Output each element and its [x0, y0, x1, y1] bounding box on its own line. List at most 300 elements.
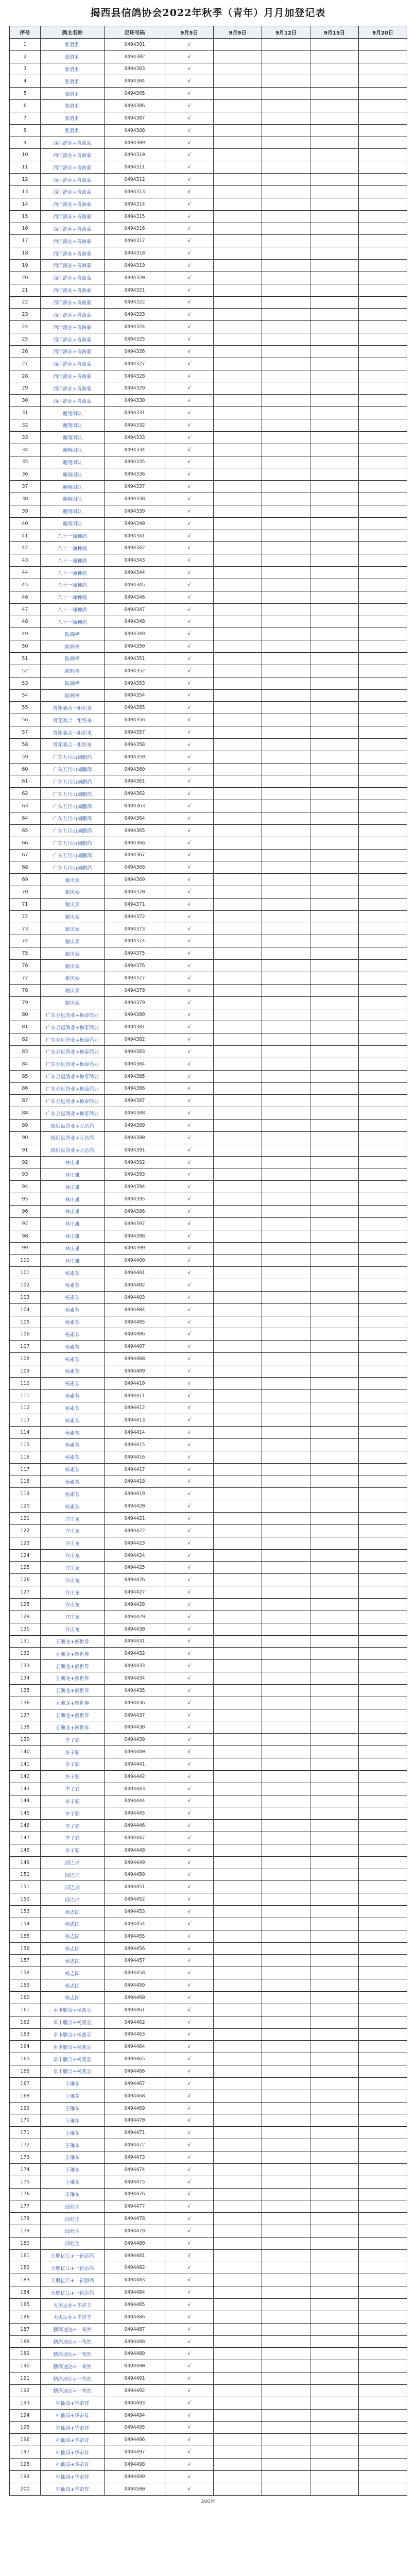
- owner-name: 五洲龙+新世界: [41, 1697, 105, 1709]
- owner-name: 五洲龙+新世界: [41, 1721, 105, 1734]
- ring-number: 0494383: [105, 1046, 165, 1058]
- date-check-0920: [359, 1488, 407, 1500]
- date-check-0909: [214, 1131, 262, 1144]
- table-row: [10, 1095, 407, 1107]
- ring-number: 0494397: [105, 1217, 165, 1230]
- table-row: [10, 2335, 407, 2348]
- table-row: [10, 2004, 407, 2016]
- owner-name: 翱翔团队: [41, 444, 105, 456]
- owner-name: 西河鸽业+青海蒙: [41, 309, 105, 321]
- date-check-0905: √: [165, 812, 214, 825]
- date-check-0920: [359, 714, 407, 726]
- row-number: 129: [10, 1611, 41, 1623]
- date-check-0905: √: [165, 149, 214, 161]
- date-check-0915: [310, 174, 359, 186]
- table-row: [10, 419, 407, 432]
- date-check-0909: [214, 358, 262, 370]
- date-check-0909: [214, 2065, 262, 2078]
- row-number: 84: [10, 1058, 41, 1070]
- date-check-0909: [214, 2077, 262, 2090]
- row-number: 140: [10, 1746, 41, 1758]
- date-check-0920: [359, 1046, 407, 1058]
- date-check-0909: [214, 763, 262, 775]
- date-check-0912: [262, 1893, 310, 1906]
- date-check-0905: √: [165, 996, 214, 1009]
- date-check-0905: √: [165, 2262, 214, 2274]
- date-check-0905: √: [165, 210, 214, 223]
- date-check-0912: [262, 1095, 310, 1107]
- owner-name: 西河鸽业+青海蒙: [41, 174, 105, 186]
- date-check-0905: √: [165, 2176, 214, 2188]
- owner-name: 许庄龙: [41, 1537, 105, 1549]
- date-check-0909: [214, 88, 262, 100]
- ring-number: 0494348: [105, 616, 165, 628]
- date-check-0909: [214, 996, 262, 1009]
- date-check-0905: √: [165, 640, 214, 653]
- date-check-0905: √: [165, 1488, 214, 1500]
- date-check-0912: [262, 1439, 310, 1451]
- row-number: 182: [10, 2262, 41, 2274]
- ring-number: 0494320: [105, 272, 165, 284]
- table-row: [10, 1721, 407, 1734]
- date-check-0909: [214, 2213, 262, 2225]
- date-check-0909: [214, 935, 262, 947]
- date-check-0920: [359, 1721, 407, 1734]
- ring-number: 0494303: [105, 63, 165, 75]
- date-check-0912: [262, 2385, 310, 2397]
- row-number: 101: [10, 1267, 41, 1279]
- date-check-0920: [359, 1107, 407, 1120]
- date-check-0920: [359, 1918, 407, 1930]
- date-check-0905: √: [165, 1513, 214, 1525]
- table-row: [10, 812, 407, 825]
- row-number: 74: [10, 935, 41, 947]
- ring-number: 0494310: [105, 149, 165, 161]
- ring-number: 0494386: [105, 1082, 165, 1095]
- date-check-0912: [262, 2421, 310, 2434]
- date-check-0920: [359, 898, 407, 910]
- ring-number: 0494438: [105, 1721, 165, 1734]
- date-check-0905: √: [165, 824, 214, 837]
- date-check-0905: √: [165, 2065, 214, 2078]
- date-check-0909: [214, 2323, 262, 2335]
- date-check-0909: [214, 1328, 262, 1341]
- owner-name: 张胜利: [41, 50, 105, 63]
- date-check-0920: [359, 1537, 407, 1549]
- date-check-0912: [262, 837, 310, 849]
- table-row: [10, 984, 407, 996]
- date-check-0915: [310, 1107, 359, 1120]
- row-number: 115: [10, 1439, 41, 1451]
- table-row: [10, 75, 407, 88]
- ring-number: 0494341: [105, 530, 165, 542]
- ring-number: 0494440: [105, 1746, 165, 1758]
- table-row: [10, 2483, 407, 2495]
- ring-number: 0494470: [105, 2114, 165, 2127]
- date-check-0912: [262, 702, 310, 714]
- date-check-0920: [359, 1377, 407, 1389]
- owner-name: 广东五月山饲鹏鸽: [41, 849, 105, 861]
- date-check-0905: √: [165, 1021, 214, 1033]
- date-check-0920: [359, 2286, 407, 2299]
- owner-name: 西河鸽业+青海蒙: [41, 198, 105, 210]
- date-check-0905: √: [165, 886, 214, 899]
- date-check-0912: [262, 1242, 310, 1255]
- table-row: [10, 2016, 407, 2028]
- row-number: 78: [10, 984, 41, 996]
- table-row: [10, 923, 407, 935]
- table-row: [10, 1046, 407, 1058]
- date-check-0920: [359, 935, 407, 947]
- date-check-0915: [310, 1697, 359, 1709]
- date-check-0920: [359, 923, 407, 935]
- date-check-0905: √: [165, 1033, 214, 1046]
- ring-number: 0494447: [105, 1832, 165, 1844]
- date-check-0905: √: [165, 1684, 214, 1697]
- date-check-0915: [310, 1537, 359, 1549]
- date-check-0909: [214, 2200, 262, 2213]
- date-check-0915: [310, 628, 359, 640]
- date-check-0909: [214, 2004, 262, 2016]
- date-check-0912: [262, 444, 310, 456]
- date-check-0909: [214, 1893, 262, 1906]
- owner-name: 神仙园+华帝祥: [41, 2409, 105, 2421]
- owner-name: 西河鸽业+青海蒙: [41, 321, 105, 333]
- table-row: [10, 517, 407, 530]
- date-check-0905: √: [165, 1672, 214, 1685]
- row-number: 85: [10, 1070, 41, 1082]
- date-check-0905: √: [165, 407, 214, 419]
- owner-name: 八十一师种鸽: [41, 603, 105, 616]
- table-row: [10, 1193, 407, 1206]
- date-check-0912: [262, 2151, 310, 2163]
- date-check-0912: [262, 910, 310, 923]
- date-check-0909: [214, 296, 262, 309]
- owner-name: 谢庆泰: [41, 874, 105, 886]
- ring-number: 0494418: [105, 1476, 165, 1488]
- date-check-0920: [359, 247, 407, 260]
- owner-name: 西河鸽业+青海蒙: [41, 333, 105, 346]
- date-check-0915: [310, 1033, 359, 1046]
- date-check-0909: [214, 2397, 262, 2409]
- table-row: [10, 1439, 407, 1451]
- date-check-0915: [310, 358, 359, 370]
- owner-name: 神仙园+华帝祥: [41, 2459, 105, 2471]
- date-check-0905: √: [165, 2127, 214, 2139]
- date-check-0915: [310, 1402, 359, 1414]
- owner-name: 杨素芳: [41, 1377, 105, 1389]
- row-number: 145: [10, 1807, 41, 1820]
- table-row: [10, 456, 407, 468]
- date-check-0920: [359, 554, 407, 567]
- table-row: [10, 1758, 407, 1770]
- date-check-0920: [359, 2188, 407, 2200]
- date-check-0912: [262, 1955, 310, 1967]
- owner-name: 广东五月山饲鹏鸽: [41, 775, 105, 788]
- date-check-0912: [262, 1549, 310, 1562]
- owner-name: 谢庆泰: [41, 923, 105, 935]
- date-check-0920: [359, 112, 407, 124]
- ring-number: 0494493: [105, 2397, 165, 2409]
- row-number: 70: [10, 886, 41, 899]
- ring-number: 0494497: [105, 2446, 165, 2459]
- date-check-0915: [310, 2360, 359, 2372]
- table-row: [10, 1168, 407, 1181]
- date-check-0909: [214, 124, 262, 137]
- date-check-0905: √: [165, 1291, 214, 1303]
- owner-name: 广东金远鸽业+梅泰鸽业: [41, 1046, 105, 1058]
- table-row: [10, 321, 407, 333]
- date-check-0920: [359, 88, 407, 100]
- date-check-0915: [310, 542, 359, 554]
- date-check-0920: [359, 2028, 407, 2041]
- table-row: [10, 1635, 407, 1648]
- date-check-0905: √: [165, 1893, 214, 1906]
- row-number: 192: [10, 2385, 41, 2397]
- table-row: [10, 1697, 407, 1709]
- row-number: 138: [10, 1721, 41, 1734]
- date-check-0915: [310, 2446, 359, 2459]
- date-check-0909: [214, 1906, 262, 1918]
- date-check-0912: [262, 1721, 310, 1734]
- date-check-0920: [359, 972, 407, 984]
- date-check-0915: [310, 824, 359, 837]
- owner-name: 翱翔团队: [41, 493, 105, 505]
- table-row: [10, 395, 407, 407]
- date-check-0920: [359, 481, 407, 493]
- owner-name: 许庄龙: [41, 1524, 105, 1537]
- row-number: 189: [10, 2348, 41, 2360]
- date-check-0912: [262, 1328, 310, 1341]
- row-number: 183: [10, 2274, 41, 2286]
- date-check-0912: [262, 1783, 310, 1795]
- row-number: 150: [10, 1869, 41, 1881]
- date-check-0915: [310, 874, 359, 886]
- date-check-0920: [359, 124, 407, 137]
- date-check-0920: [359, 2200, 407, 2213]
- owner-name: 西河鸽业+青海蒙: [41, 223, 105, 235]
- table-row: [10, 1488, 407, 1500]
- table-row: [10, 2409, 407, 2421]
- row-number: 112: [10, 1402, 41, 1414]
- row-number: 147: [10, 1832, 41, 1844]
- date-check-0912: [262, 800, 310, 812]
- date-check-0912: [262, 2434, 310, 2446]
- header-cell: 9月15日: [310, 26, 359, 39]
- ring-number: 0494344: [105, 567, 165, 579]
- date-check-0915: [310, 493, 359, 505]
- ring-number: 0494354: [105, 689, 165, 702]
- date-check-0912: [262, 1082, 310, 1095]
- date-check-0912: [262, 2139, 310, 2151]
- ring-number: 0494423: [105, 1537, 165, 1549]
- ring-number: 0494410: [105, 1377, 165, 1389]
- date-check-0912: [262, 2335, 310, 2348]
- date-check-0909: [214, 2053, 262, 2065]
- date-check-0920: [359, 1955, 407, 1967]
- date-check-0905: √: [165, 2200, 214, 2213]
- ring-number: 0494486: [105, 2311, 165, 2323]
- registration-table: [9, 26, 407, 2496]
- date-check-0912: [262, 1758, 310, 1770]
- owner-name: 杨志国: [41, 1930, 105, 1942]
- date-check-0912: [262, 984, 310, 996]
- table-row: [10, 2397, 407, 2409]
- owner-name: 神仙园+华帝祥: [41, 2434, 105, 2446]
- date-check-0912: [262, 1672, 310, 1685]
- table-row: [10, 1807, 407, 1820]
- date-check-0912: [262, 726, 310, 739]
- date-check-0912: [262, 1635, 310, 1648]
- ring-number: 0494384: [105, 1058, 165, 1070]
- date-check-0915: [310, 2249, 359, 2262]
- ring-number: 0494393: [105, 1168, 165, 1181]
- owner-name: 王琳东: [41, 2102, 105, 2114]
- date-check-0920: [359, 137, 407, 149]
- date-check-0915: [310, 702, 359, 714]
- date-check-0920: [359, 382, 407, 395]
- date-check-0905: √: [165, 1746, 214, 1758]
- table-row: [10, 1476, 407, 1488]
- row-number: 29: [10, 382, 41, 395]
- date-check-0920: [359, 1820, 407, 1832]
- date-check-0915: [310, 1353, 359, 1365]
- owner-name: 许庄龙: [41, 1599, 105, 1611]
- owner-name: 杨素芳: [41, 1291, 105, 1303]
- ring-number: 0494337: [105, 481, 165, 493]
- date-check-0912: [262, 2262, 310, 2274]
- owner-name: 许庄龙: [41, 1549, 105, 1562]
- date-check-0915: [310, 149, 359, 161]
- ring-number: 0494432: [105, 1648, 165, 1660]
- date-check-0912: [262, 309, 310, 321]
- ring-number: 0494338: [105, 493, 165, 505]
- table-row: [10, 1820, 407, 1832]
- ring-number: 0494339: [105, 505, 165, 517]
- row-number: 90: [10, 1131, 41, 1144]
- date-check-0905: √: [165, 1660, 214, 1672]
- date-check-0920: [359, 505, 407, 517]
- row-number: 169: [10, 2102, 41, 2114]
- table-row: [10, 481, 407, 493]
- ring-number: 0494390: [105, 1131, 165, 1144]
- date-check-0912: [262, 1463, 310, 1476]
- ring-number: 0494343: [105, 554, 165, 567]
- date-check-0905: √: [165, 1930, 214, 1942]
- date-check-0912: [262, 2213, 310, 2225]
- ring-number: 0494464: [105, 2041, 165, 2053]
- date-check-0915: [310, 910, 359, 923]
- date-check-0912: [262, 714, 310, 726]
- date-check-0915: [310, 112, 359, 124]
- date-check-0905: √: [165, 198, 214, 210]
- table-row: [10, 2139, 407, 2151]
- date-check-0909: [214, 50, 262, 63]
- table-row: [10, 1660, 407, 1672]
- date-check-0920: [359, 1869, 407, 1881]
- date-check-0915: [310, 1095, 359, 1107]
- date-check-0920: [359, 2041, 407, 2053]
- date-check-0915: [310, 1070, 359, 1082]
- date-check-0915: [310, 2311, 359, 2323]
- date-check-0905: √: [165, 1107, 214, 1120]
- date-check-0909: [214, 1181, 262, 1193]
- table-row: [10, 1070, 407, 1082]
- date-check-0912: [262, 2225, 310, 2238]
- ring-number: 0494329: [105, 382, 165, 395]
- row-number: 181: [10, 2249, 41, 2262]
- ring-number: 0494318: [105, 247, 165, 260]
- date-check-0915: [310, 1549, 359, 1562]
- date-check-0912: [262, 2299, 310, 2311]
- date-check-0912: [262, 849, 310, 861]
- date-check-0905: √: [165, 1820, 214, 1832]
- date-check-0909: [214, 1033, 262, 1046]
- date-check-0920: [359, 800, 407, 812]
- ring-number: 0494469: [105, 2102, 165, 2114]
- date-check-0915: [310, 468, 359, 481]
- row-number: 76: [10, 960, 41, 972]
- date-check-0915: [310, 1684, 359, 1697]
- ring-number: 0494429: [105, 1611, 165, 1623]
- date-check-0905: √: [165, 960, 214, 972]
- ring-number: 0494485: [105, 2299, 165, 2311]
- date-check-0905: √: [165, 2274, 214, 2286]
- date-check-0912: [262, 1844, 310, 1856]
- table-row: [10, 2188, 407, 2200]
- row-number: 127: [10, 1586, 41, 1599]
- date-check-0909: [214, 517, 262, 530]
- table-row: [10, 935, 407, 947]
- date-check-0905: √: [165, 2372, 214, 2385]
- owner-name: 陈辉栖: [41, 640, 105, 653]
- date-check-0915: [310, 616, 359, 628]
- owner-name: 西河鸽业+青海蒙: [41, 235, 105, 247]
- date-check-0912: [262, 1623, 310, 1635]
- owner-name: 陈辉栖: [41, 689, 105, 702]
- date-check-0909: [214, 1832, 262, 1844]
- date-check-0920: [359, 2004, 407, 2016]
- row-number: 110: [10, 1377, 41, 1389]
- date-check-0912: [262, 603, 310, 616]
- date-check-0905: √: [165, 1439, 214, 1451]
- table-row: [10, 2274, 407, 2286]
- date-check-0912: [262, 1291, 310, 1303]
- row-number: 175: [10, 2176, 41, 2188]
- date-check-0915: [310, 2286, 359, 2299]
- date-check-0909: [214, 702, 262, 714]
- row-number: 176: [10, 2188, 41, 2200]
- owner-name: 西河鸽业+青海蒙: [41, 296, 105, 309]
- date-check-0912: [262, 2459, 310, 2471]
- date-check-0915: [310, 2299, 359, 2311]
- date-check-0909: [214, 849, 262, 861]
- date-check-0905: √: [165, 1623, 214, 1635]
- date-check-0920: [359, 677, 407, 689]
- table-row: [10, 2213, 407, 2225]
- row-number: 21: [10, 284, 41, 296]
- ring-number: 0494340: [105, 517, 165, 530]
- date-check-0912: [262, 174, 310, 186]
- date-check-0915: [310, 1623, 359, 1635]
- date-check-0905: √: [165, 628, 214, 640]
- date-check-0920: [359, 530, 407, 542]
- date-check-0905: √: [165, 2004, 214, 2016]
- date-check-0920: [359, 1832, 407, 1844]
- date-check-0905: √: [165, 1206, 214, 1218]
- date-check-0912: [262, 1156, 310, 1168]
- ring-number: 0494375: [105, 947, 165, 960]
